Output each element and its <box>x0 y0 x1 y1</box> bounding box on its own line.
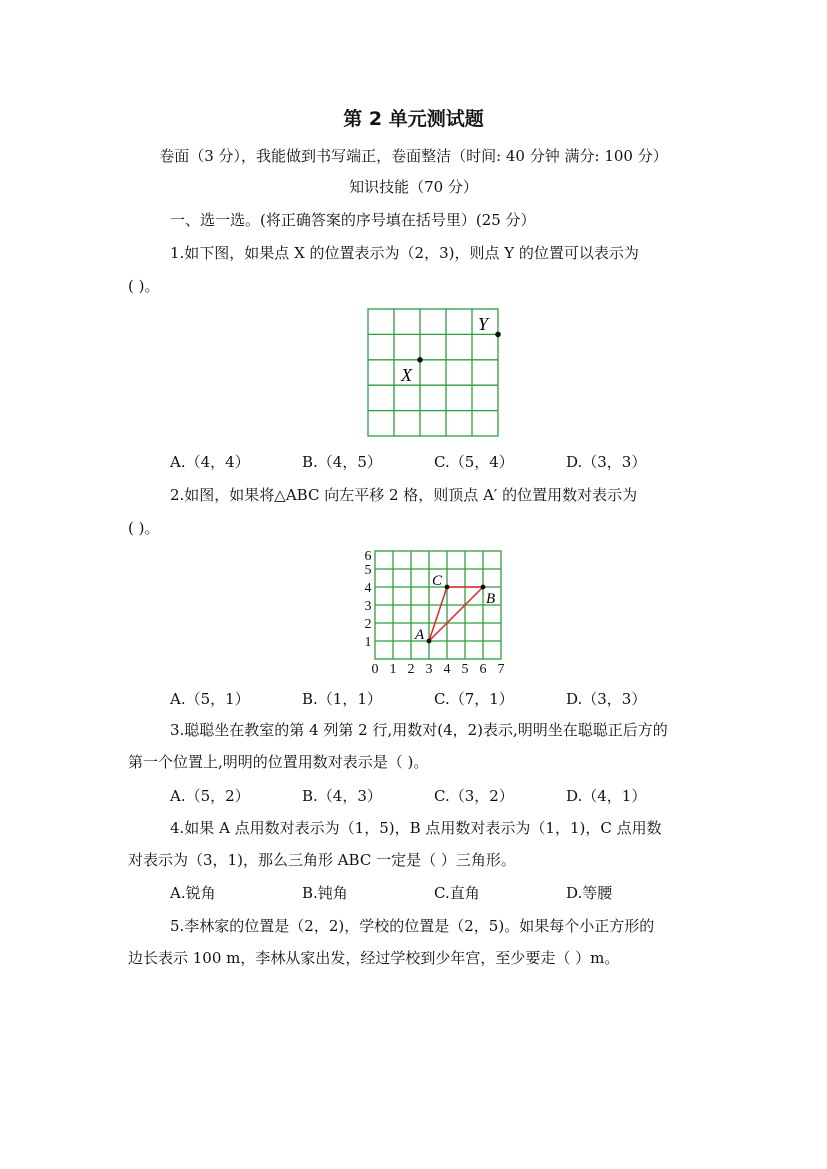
question-1-option-b: B.（4，5） <box>302 453 382 471</box>
question-3-option-b: B.（4，3） <box>302 787 382 805</box>
vertex-b <box>481 585 486 590</box>
question-1-text: 1.如下图，如果点 X 的位置表示为（2，3)，则点 Y 的位置可以表示为 <box>170 244 639 262</box>
question-1-grid-figure <box>360 300 510 445</box>
x-tick-2: 2 <box>407 662 415 677</box>
y-tick-3: 3 <box>364 599 372 614</box>
question-4-option-b: B.钝角 <box>302 884 348 902</box>
question-4-line-1: 4.如果 A 点用数对表示为（1，5)，B 点用数对表示为（1，1)，C 点用数 <box>170 819 662 837</box>
x-tick-4: 4 <box>443 662 451 677</box>
vertex-a <box>427 639 432 644</box>
question-5-line-1: 5.李林家的位置是（2，2)，学校的位置是（2，5)。如果每个小正方形的 <box>170 917 655 935</box>
question-2-blank: ( )。 <box>128 519 160 537</box>
question-2-option-d: D.（3，3） <box>566 690 647 708</box>
question-2-grid <box>375 551 501 659</box>
question-1-option-c: C.（5，4） <box>434 453 514 471</box>
question-3-line-1: 3.聪聪坐在教室的第 4 列第 2 行,用数对(4，2)表示,明明坐在聪聪正后方的 <box>170 721 668 739</box>
y-tick-4: 4 <box>364 581 372 596</box>
question-5-line-2: 边长表示 100 m，李林从家出发，经过学校到少年宫，至少要走（ ）m。 <box>128 949 620 967</box>
x-tick-0: 0 <box>371 662 379 677</box>
question-1-option-d: D.（3，3） <box>566 453 647 471</box>
x-tick-5: 5 <box>461 662 469 677</box>
question-3-option-a: A.（5，2） <box>170 787 250 805</box>
question-2-option-b: B.（1，1） <box>302 690 382 708</box>
page-title: 第 2 单元测试题 <box>343 108 484 130</box>
subtitle: 卷面（3 分），我能做到书写端正，卷面整洁（时间: 40 分钟 满分: 100 分） <box>159 147 668 165</box>
question-3-option-c: C.（3，2） <box>434 787 514 805</box>
question-2-option-a: A.（5，1） <box>170 690 250 708</box>
question-4-option-d: D.等腰 <box>566 884 613 902</box>
x-tick-7: 7 <box>497 662 505 677</box>
x-tick-1: 1 <box>389 662 397 677</box>
label-b: B <box>486 591 496 607</box>
section-heading: 知识技能（70 分） <box>349 178 478 196</box>
y-tick-5: 5 <box>364 563 372 578</box>
question-1-blank: ( )。 <box>128 277 160 295</box>
label-c: C <box>432 573 443 589</box>
y-tick-2: 2 <box>364 617 372 632</box>
label-y: Y <box>478 314 489 334</box>
question-4-option-a: A.锐角 <box>170 884 216 902</box>
question-2-grid-figure <box>355 545 515 680</box>
question-3-option-d: D.（4，1） <box>566 787 647 805</box>
y-tick-1: 1 <box>364 635 372 650</box>
question-2-option-c: C.（7，1） <box>434 690 514 708</box>
part-heading: 一、选一选。(将正确答案的序号填在括号里）(25 分） <box>170 211 536 229</box>
point-x <box>417 357 423 363</box>
point-y <box>495 332 501 338</box>
label-x: X <box>401 365 412 385</box>
question-1-option-a: A.（4，4） <box>170 453 250 471</box>
y-tick-6: 6 <box>364 549 372 564</box>
question-4-option-c: C.直角 <box>434 884 480 902</box>
x-tick-6: 6 <box>479 662 487 677</box>
question-2-text: 2.如图，如果将△ABC 向左平移 2 格，则顶点 A′ 的位置用数对表示为 <box>170 486 638 504</box>
triangle-abc <box>429 587 483 641</box>
question-4-line-2: 对表示为（3，1)，那么三角形 ABC 一定是（ ）三角形。 <box>128 851 516 869</box>
label-a: A <box>415 627 425 643</box>
vertex-c <box>445 585 450 590</box>
question-3-line-2: 第一个位置上,明明的位置用数对表示是（ )。 <box>128 753 429 771</box>
x-tick-3: 3 <box>425 662 433 677</box>
